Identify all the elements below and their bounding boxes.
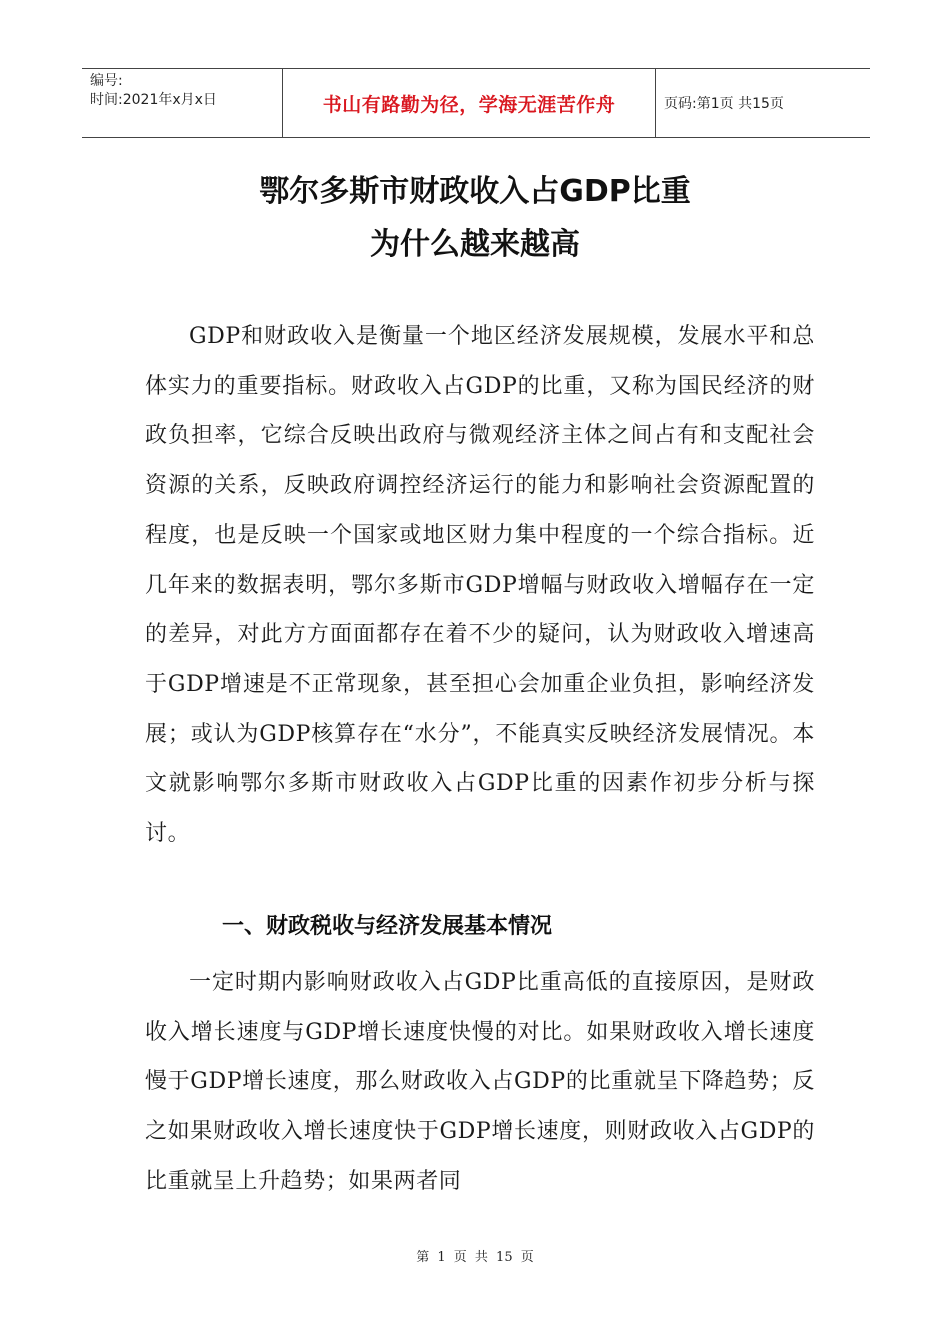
document-number-label: 编号: xyxy=(90,73,123,89)
section-heading-1: 一、财政税收与经济发展基本情况 xyxy=(222,914,553,939)
body-paragraph-2: 一定时期内影响财政收入占GDP比重高低的直接原因，是财政收入增长速度与GDP增长速度快慢的对比。如果财政收入增长速度慢于GDP增长速度，那么财政收入占GDP的比重就呈下降趋势；反之如果财政收入增长速度快于GDP增长速度，则财政收入占GDP的比重就呈上升趋势；如果两者同 xyxy=(145,970,815,1194)
header-meta-cell xyxy=(82,69,282,137)
header-page-code: 页码:第1页 共15页 xyxy=(664,96,784,112)
header-motto: 书山有路勤为径，学海无涯苦作舟 xyxy=(282,69,656,137)
body-paragraph-1: GDP和财政收入是衡量一个地区经济发展规模，发展水平和总体实力的重要指标。财政收入占GDP的比重，又称为国民经济的财政负担率，它综合反映出政府与微观经济主体之间占有和支配社会资源的关系，反映政府调控经济运行的能力和影响社会资源配置的程度，也是反映一个国家或地区财力集中程度的一个综合指标。近几年来的数据表明，鄂尔多斯市GDP增幅与财政收入增幅存在一定的差异，对此方方面面都存在着不少的疑问，认为财政收入增速高于GDP增速是不正常现象，甚至担心会加重企业负担，影响经济发展；或认为GDP核算存在“水分”，不能真实反映经济发展情况。本文就影响鄂尔多斯市财政收入占GDP比重的因素作初步分析与探讨。 xyxy=(145,324,815,847)
document-time-label: 时间:2021年x月x日 xyxy=(90,92,217,108)
document-title-line1: 鄂尔多斯市财政收入占GDP比重 xyxy=(259,174,691,209)
document-title-line2: 为什么越来越高 xyxy=(370,227,580,262)
document-header-table xyxy=(82,68,870,138)
page-footer: 第 1 页 共 15 页 xyxy=(416,1250,534,1265)
